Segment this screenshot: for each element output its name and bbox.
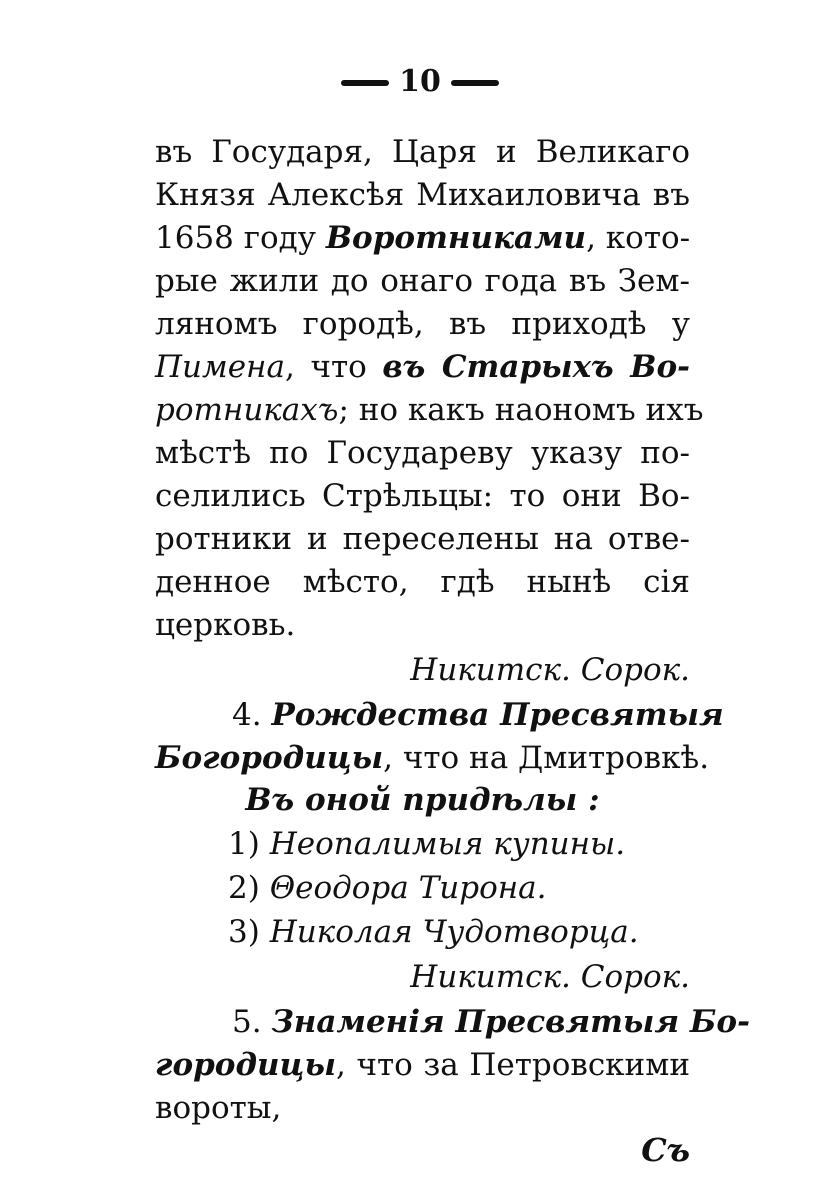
text-line-12: церковь.	[155, 607, 296, 643]
item-5-line-2	[155, 1043, 690, 1087]
item-5-number: 5.	[232, 1004, 262, 1040]
item-4-title-b: Богородицы	[155, 740, 384, 776]
item-5-line-3: вороты,	[155, 1090, 282, 1126]
text-line-9: селились Стрѣльцы: то они Во-	[155, 478, 690, 514]
header-rule-left	[341, 80, 389, 86]
item-5-rest-a: , что за Петровскими	[336, 1047, 690, 1083]
item-5-title-b: городицы	[155, 1047, 337, 1083]
text-line-8: мѣстѣ по Государеву указу по-	[155, 435, 690, 471]
chapel-item	[228, 822, 688, 866]
text-line-10: ротники и переселены на отве-	[155, 521, 690, 557]
chapel-name: Неопалимыя купины.	[269, 826, 626, 862]
text-year: 1658 году	[155, 220, 316, 256]
page-number: 10	[399, 64, 441, 99]
item-5-line-1	[232, 1000, 750, 1044]
text-line-6	[155, 345, 690, 389]
chapel-name: Θеодора Тирона.	[269, 870, 547, 906]
item-4-line-2	[155, 736, 710, 780]
text-line-11: денное мѣсто, гдѣ нынѣ сія	[155, 564, 690, 600]
item-4-line-1	[232, 693, 724, 737]
text-starykh: въ Старыхъ Во-	[382, 349, 690, 385]
chapel-number: 2)	[228, 870, 260, 906]
chapel-number: 3)	[228, 914, 260, 950]
item-4-number: 4.	[232, 697, 262, 733]
page-header	[0, 62, 840, 102]
item-5-title-a: Знаменія Пресвятыя Бо-	[271, 1004, 750, 1040]
chapel-item	[228, 866, 688, 910]
item-4-rest: , что на Дмитровкѣ.	[383, 740, 710, 776]
sorok-label-2: Никитск. Сорок.	[410, 959, 690, 995]
text-line-7	[155, 388, 704, 432]
text-line-5: ляномъ городѣ, въ приходѣ у	[155, 306, 690, 342]
text-chto: , что	[284, 349, 367, 385]
chapel-number: 1)	[228, 826, 260, 862]
chapel-item	[228, 910, 688, 954]
header-rule-right	[451, 80, 499, 86]
item-4-chapels-heading: Въ оной придѣлы :	[245, 782, 600, 818]
catchword: Съ	[641, 1131, 690, 1169]
sorok-label-1: Никитск. Сорок.	[410, 652, 690, 688]
item-4-title-a: Рождества Пресвятыя	[271, 697, 724, 733]
text-line-4: рые жили до онаго года въ Зем-	[155, 263, 690, 299]
chapel-name: Николая Чудотворца.	[269, 914, 639, 950]
text-vorotniki: Воротниками	[325, 220, 587, 256]
text-line-3-tail: , кото-	[586, 220, 691, 256]
text-pimen: Пимена	[155, 349, 285, 385]
text-line-1: въ Государя, Царя и Великаго	[155, 134, 690, 170]
text-line-3	[155, 216, 690, 260]
text-rotnikakh: ротникахъ	[155, 392, 339, 428]
text-line-2: Князя Алексѣя Михаиловича въ	[155, 177, 690, 213]
text-line-7-tail: ; но какъ наономъ ихъ	[338, 392, 704, 428]
